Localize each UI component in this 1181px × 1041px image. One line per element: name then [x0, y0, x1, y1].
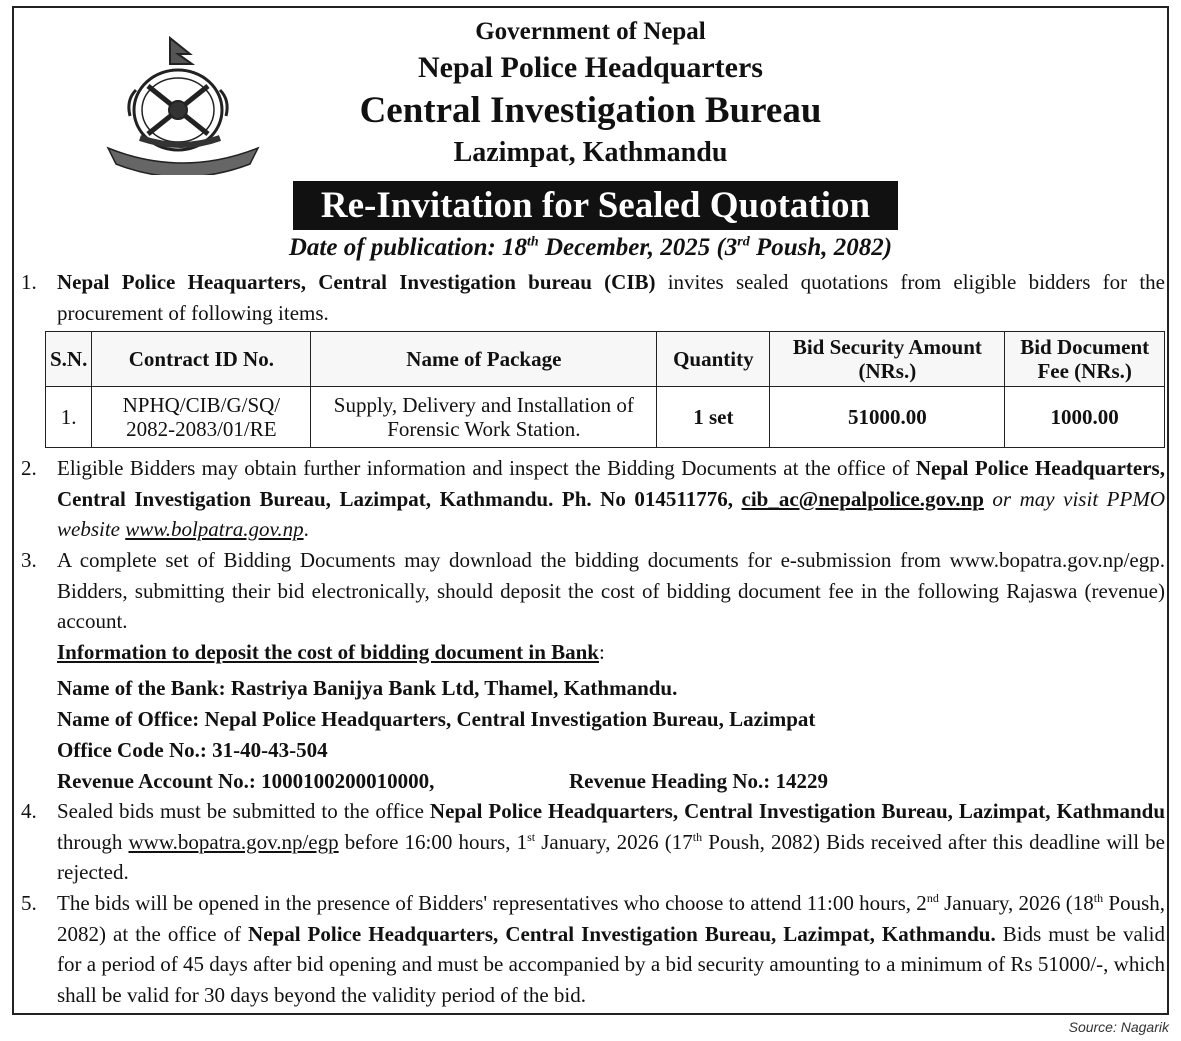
headquarters-title: Nepal Police Headquarters	[418, 51, 763, 84]
clause-1: 1. Nepal Police Heaquarters, Central Investigation bureau (CIB) invites sealed quotations from eligible bidders for the procurement of following items.	[21, 270, 1166, 325]
table-row	[46, 387, 1165, 448]
cell-sn: 1.	[46, 387, 92, 448]
clause-3: 3. A complete set of Bidding Documents may download the bidding documents for e-submission from www.bopatra.gov.np/egp. Bidders, submitting their bid electronically, should deposit the cost of bidding document fee in the following Rajaswa (revenue) account.	[21, 548, 1165, 633]
bank-name: Name of the Bank: Rastriya Banijya Bank Ltd, Thamel, Kathmandu.	[57, 676, 678, 700]
table-header: Bid Security Amount (NRs.)	[770, 332, 1005, 387]
table-header: Name of Package	[311, 332, 657, 387]
cell-quantity: 1 set	[657, 387, 770, 448]
egp-link[interactable]: www.bopatra.gov.np/egp	[128, 829, 339, 854]
clause-2: 2. Eligible Bidders may obtain further information and inspect the Bidding Documents at the office of Nepal Police Headquarters, Central Investigation Bureau, Lazimpat, Kathmandu. Ph. No 014511776, cib_ac@nepalpolice.gov.np or may visit PPMO website www.bolpatra.gov.np.	[21, 456, 1165, 541]
cell-bid-security: 51000.00	[770, 387, 1005, 448]
email-link[interactable]: cib_ac@nepalpolice.gov.np	[741, 486, 984, 511]
items-table	[45, 331, 1165, 448]
clause-4: 4. Sealed bids must be submitted to the office Nepal Police Headquarters, Central Investigation Bureau, Lazimpat, Kathmandu through www.bopatra.gov.np/egp before 16:00 hours, 1st January, 2026 (17th Poush, 2082) Bids received after this deadline will be rejected.	[21, 799, 1166, 884]
notice-title: Re-Invitation for Sealed Quotation	[293, 181, 898, 230]
source-credit: Source: Nagarik	[1068, 1019, 1169, 1035]
website-link[interactable]: www.bolpatra.gov.np	[125, 517, 304, 541]
revenue-account: Revenue Account No.: 1000100200010000,	[57, 769, 435, 793]
letterhead	[0, 16, 1181, 172]
deposit-heading: Information to deposit the cost of bidding document in Bank:	[57, 640, 605, 664]
table-header: Bid Document Fee (NRs.)	[1005, 332, 1165, 387]
office-code: Office Code No.: 31-40-43-504	[57, 738, 328, 762]
cell-doc-fee: 1000.00	[1005, 387, 1165, 448]
table-header-row	[46, 332, 1165, 387]
bureau-title: Central Investigation Bureau	[359, 90, 822, 131]
revenue-heading: Revenue Heading No.: 14229	[569, 769, 828, 793]
clause-5: 5. The bids will be opened in the presence of Bidders' representatives who choose to attend 11:00 hours, 2nd January, 2026 (18th Poush, 2082) at the office of Nepal Police Headquarters, Central Investigation Bureau, Lazimpat, Kathmandu. Bids must be valid for a period of 45 days after bid opening and must be accompanied by a bid security amounting to a minimum of Rs 51000/-, which shall be valid for 30 days beyond the validity period of the bid.	[21, 891, 1166, 1007]
government-title: Government of Nepal	[475, 18, 706, 45]
publication-date: Date of publication: 18th December, 2025 (3rd Poush, 2082)	[288, 234, 893, 261]
table-header: Quantity	[657, 332, 770, 387]
table-header: Contract ID No.	[92, 332, 311, 387]
cell-package: Supply, Delivery and Installation of Forensic Work Station.	[311, 387, 657, 448]
office-name: Name of Office: Nepal Police Headquarters, Central Investigation Bureau, Lazimpat	[57, 707, 816, 731]
table-header: S.N.	[46, 332, 92, 387]
location-title: Lazimpat, Kathmandu	[453, 137, 728, 168]
cell-contract-id: NPHQ/CIB/G/SQ/ 2082-2083/01/RE	[92, 387, 311, 448]
